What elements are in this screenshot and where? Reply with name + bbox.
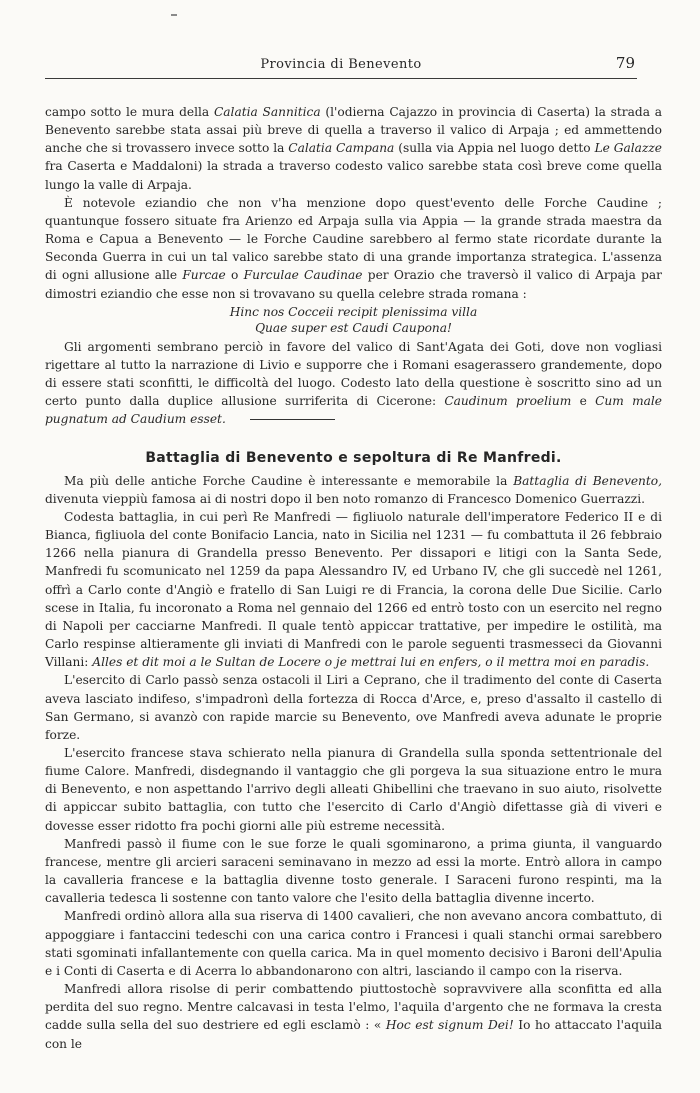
- body-paragraph: [45, 671, 662, 744]
- italic-phrase: Cum male pugnatum ad Caudium esset.: [45, 394, 662, 427]
- text-run: È notevole eziandio che non v'ha menzione dopo quest'evento delle Forche Caudine ; quantunque fossero situate fra Arienzo ed Arpaja sulla via Appia — la grande strada maestra da Roma e Capua a Benevento — le Forche Caudine sarebbero al fermo state ricordate durante la Seconda Guerra in cui un tal valico sarebbe stato di una grande importanza strategica. L'assenza di ogni allusione alle: [45, 195, 662, 283]
- text-run: campo sotto le mura della: [45, 105, 214, 119]
- text-run: per Orazio che traversò il valico di Arpaja par dimostri eziandio che esse non si trovavano su quella celebre strada romana :: [45, 268, 662, 301]
- body-paragraph: [45, 103, 662, 194]
- italic-phrase: Calatia Campana: [288, 141, 395, 156]
- text-run: (sulla via Appia nel luogo detto: [394, 141, 595, 156]
- text-run: divenuta vieppiù famosa ai di nostri dopo il ben noto romanzo di Francesco Domenico Guerrazzi.: [45, 491, 645, 506]
- text-run: fra Caserta e Maddaloni) la strada a traverso codesto valico sarebbe stata così breve come quella lungo la valle di Arpaja.: [45, 159, 662, 192]
- text-run: (l'odierna Cajazzo in provincia di Caserta) la strada a Benevento sarebbe stata assai più breve di quella a traverso il valico di Arpaja ; ed ammettendo anche che si trovassero invece sotto la: [45, 105, 662, 156]
- text-run: Manfredi passò il fiume con le sue forze le quali sgominarono, a prima giunta, il vanguardo francese, mentre gli arcieri saraceni seminavano in mezzo ad essi la morte. Entrò allora in campo la cavalleria francese e la battaglia divenne tosto generale. I Saraceni furono respinti, ma la cavalleria tedesca li sostenne con tanto valore che l'esito della battaglia divenne incerto.: [45, 836, 662, 906]
- text-run: o: [225, 268, 244, 283]
- text-run: Ma più delle antiche Forche Caudine è interessante e memorabile la: [64, 473, 514, 488]
- verse-quote: [45, 304, 662, 336]
- page-body: [45, 103, 662, 1053]
- italic-phrase: Calatia Sannitica: [213, 105, 321, 119]
- italic-phrase: Hoc est signum Dei!: [385, 1018, 514, 1033]
- text-run: Manfredi ordinò allora alla sua riserva di 1400 cavalieri, che non avevano ancora combattuto, di appoggiare i fantaccini tedeschi con una carica contro i Francesi i quali stanchi ormai sarebbero stati sgominati infallantemente con quella carica. Ma in quel momento decisivo i Baroni dell'Apulia e i Conti di Caserta e di Acerra lo abbandonarono con altri, lasciando il campo con la riserva.: [45, 909, 662, 978]
- body-paragraph: [45, 194, 662, 303]
- text-run: Io ho attaccato l'aquila con le: [45, 1018, 662, 1051]
- body-paragraph: [45, 907, 662, 980]
- italic-phrase: Furculae Caudinae: [243, 268, 363, 283]
- body-paragraph: [45, 835, 662, 908]
- text-run: e: [571, 394, 596, 409]
- body-paragraph: [45, 980, 662, 1053]
- body-paragraph: [45, 472, 662, 508]
- running-title: Provincia di Benevento: [260, 57, 422, 72]
- text-run: Gli argomenti sembrano perciò in favore del valico di Sant'Agata dei Goti, dove non vogliasi rigettare al tutto la narrazione di Livio e supporre che i Romani esagerassero grandemente, dopo di essere stati sconfitti, le difficoltà del luogo. Codesto lato della questione è soscritto sino ad un certo punto dalla duplice allusione surriferita di Cicerone:: [45, 339, 662, 409]
- section-heading: Battaglia di Benevento e sepoltura di Re Manfredi.: [145, 449, 562, 466]
- italic-phrase: Caudinum proelium: [444, 394, 572, 409]
- italic-phrase: Le Galazze: [594, 141, 662, 156]
- text-run: L'esercito di Carlo passò senza ostacoli il Liri a Ceprano, che il tradimento del conte di Caserta aveva lasciato indifeso, s'impadronì della fortezza di Rocca d'Arce, e, preso d'assalto il castello di San Germano, si avanzò con rapide marcie su Benevento, ove Manfredi aveva adunate le proprie forze.: [45, 673, 662, 742]
- italic-phrase: Alles et dit moi a le Sultan de Locere o je mettrai lui en enfers, o il mettra moi en paradis.: [92, 655, 650, 670]
- body-paragraph: [45, 744, 662, 835]
- section-divider: [250, 419, 335, 420]
- text-run: Codesta battaglia, in cui perì Re Manfredi — figliuolo naturale dell'imperatore Federico II e di Bianca, figliuola del conte Bonifacio Lancia, nato in Sicilia nel 1231 — fu combattuta il 26 febbraio 1266 nella pianura di Grandella presso Benevento. Per dissapori e litigi con la Santa Sede, Manfredi fu scomunicato nel 1259 da papa Alessandro IV, ed Urbano IV, che gli succedè nel 1261, offrì a Carlo conte d'Angiò e fratello di San Luigi re di Francia, la corona delle Due Sicilie. Carlo scese in Italia, fu incoronato a Roma nel gennaio del 1266 ed entrò tosto con un esercito nel regno di Napoli per cacciarne Manfredi. Il quale tentò appiccar trattative, per impedire le ostilità, ma Carlo respinse altieramente gli inviati di Manfredi con le parole seguenti trasmesseci da Giovanni Villani:: [45, 509, 662, 670]
- text-run: L'esercito francese stava schierato nella pianura di Grandella sulla sponda settentrionale del fiume Calore. Manfredi, disdegnando il vantaggio che gli porgeva la sua situazione entro le mura di Benevento, e non aspettando l'arrivo degli alleati Ghibellini che traevano in suo aiuto, risolvette di appiccar subito battaglia, con tutto che l'esercito di Carlo d'Angiò difettasse già di viveri e dovesse esser ridotto fra pochi giorni alle più estreme necessità.: [45, 746, 662, 833]
- body-paragraph: [45, 508, 662, 671]
- verse-line: Hinc nos Cocceii recipit plenissima villa: [229, 304, 478, 319]
- page-number: 79: [615, 54, 635, 72]
- italic-phrase: Battaglia di Benevento,: [513, 473, 662, 488]
- italic-phrase: Furcae: [182, 268, 226, 283]
- body-paragraph: [45, 338, 662, 429]
- running-header: [45, 52, 637, 79]
- verse-line: Quae super est Caudi Caupona!: [255, 320, 452, 335]
- text-run: Manfredi allora risolse di perir combattendo piuttostochè sopravvivere alla sconfitta ed alla perdita del suo regno. Mentre calcavasi in testa l'elmo, l'aquila d'argento che ne formava la cresta cadde sulla sella del suo destriere ed egli esclamò : «: [45, 982, 662, 1033]
- printer-mark: [171, 14, 177, 16]
